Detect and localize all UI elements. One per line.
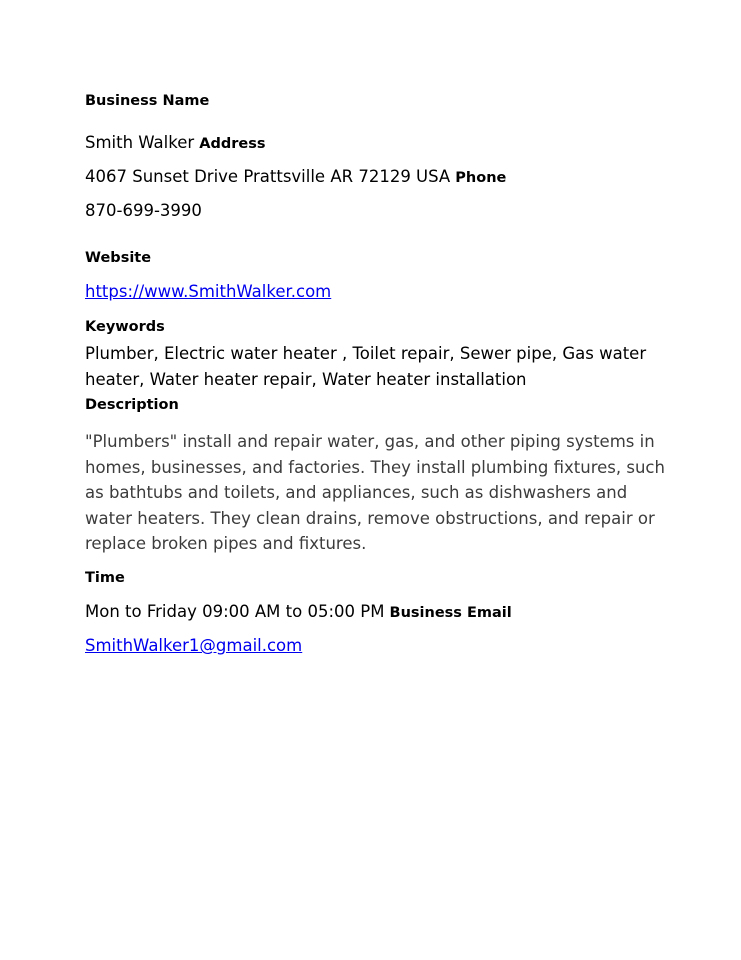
description-value: "Plumbers" install and repair water, gas, and other piping systems in homes, businesses, and factories. They install plumbing fixtures, such as bathtubs and toilets, and appliances, such as dishwashers and water heaters. They clean drains, remove obstructions, and repair or replace broken pipes and fixtures. — [85, 432, 665, 553]
business-email-label: Business Email — [389, 605, 512, 621]
address-value: 4067 Sunset Drive Prattsville AR 72129 USA — [85, 167, 451, 186]
keywords-label: Keywords — [85, 319, 165, 335]
website-label: Website — [85, 250, 152, 266]
business-name-row — [85, 133, 266, 152]
phone-value: 870-699-3990 — [85, 201, 202, 220]
address-label: Address — [199, 136, 266, 152]
keywords-value: Plumber, Electric water heater , Toilet repair, Sewer pipe, Gas water heater, Water heater repair, Water heater installation — [85, 344, 647, 389]
website-link[interactable]: https://www.SmithWalker.com — [85, 282, 332, 301]
address-row — [85, 167, 506, 186]
business-email-link[interactable]: SmithWalker1@gmail.com — [85, 636, 303, 655]
business-name-value: Smith Walker — [85, 133, 195, 152]
business-name-label: Business Name — [85, 93, 210, 109]
description-label: Description — [85, 397, 179, 413]
phone-label: Phone — [455, 170, 507, 186]
time-value: Mon to Friday 09:00 AM to 05:00 PM — [85, 602, 385, 621]
time-label: Time — [85, 570, 125, 586]
time-row — [85, 602, 512, 621]
